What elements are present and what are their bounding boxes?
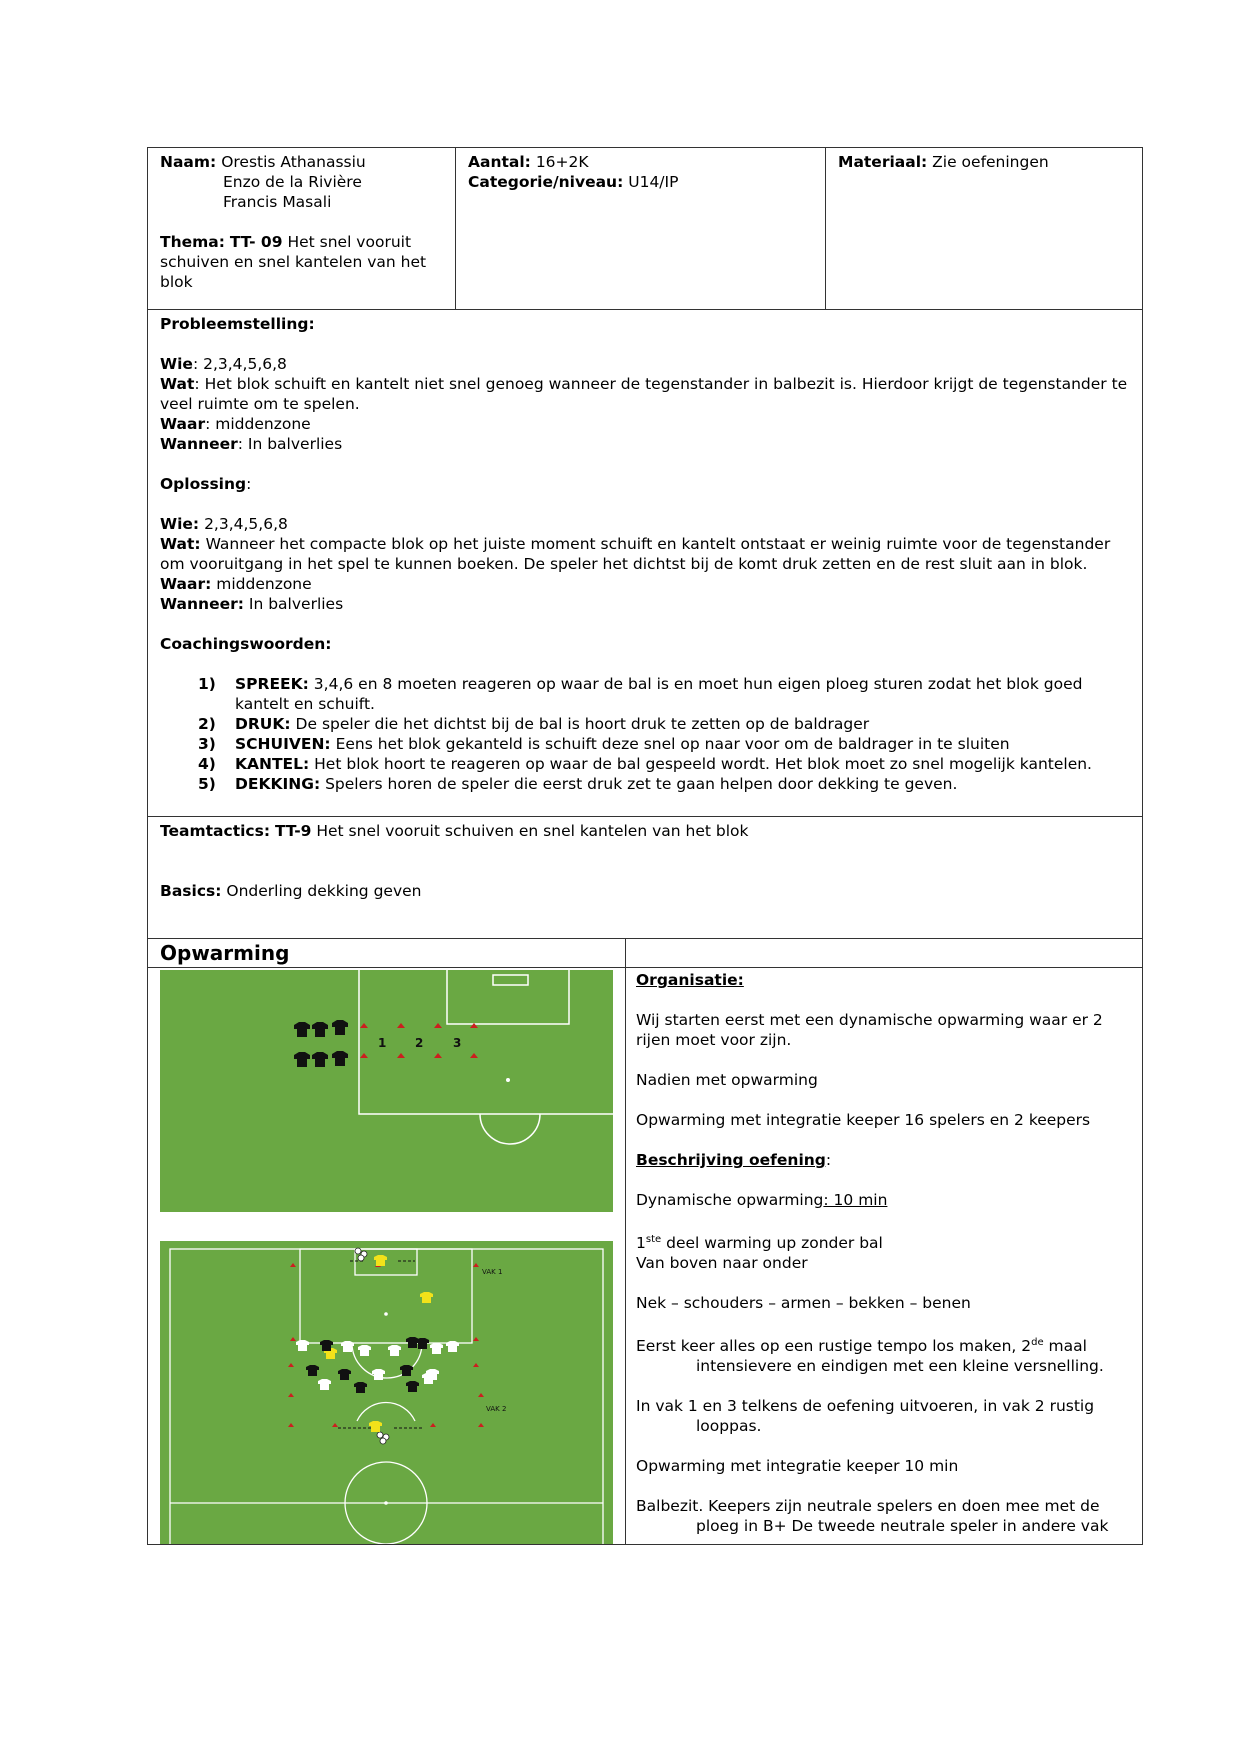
naam-3: Francis Masali bbox=[223, 193, 332, 211]
org-text-1: Wij starten eerst met een dynamische opwarming waar er 2 rijen moet voor zijn. bbox=[636, 1011, 1103, 1049]
probleem-wat: : Het blok schuift en kantelt niet snel genoeg wanneer de tegenstander in balbezit is. Hierdoor krijgt de tegenstander te veel ruimte om te spelen. bbox=[160, 375, 1128, 413]
probleem-title: Probleemstelling: bbox=[160, 315, 315, 333]
naam-label: Naam: bbox=[160, 153, 217, 171]
organisatie-title: Organisatie: bbox=[636, 971, 744, 989]
lane-label-2: 2 bbox=[415, 1036, 424, 1050]
oplossing-wie: 2,3,4,5,6,8 bbox=[204, 515, 288, 533]
coaching-title: Coachingswoorden: bbox=[160, 635, 332, 653]
lane-label-3: 3 bbox=[453, 1036, 462, 1050]
teamtactics-row bbox=[148, 817, 1143, 939]
naam-2: Enzo de la Rivière bbox=[223, 173, 362, 191]
lesson-plan-table bbox=[147, 147, 1143, 1545]
aantal-label: Aantal: bbox=[468, 153, 531, 171]
probleem-wie: : 2,3,4,5,6,8 bbox=[192, 355, 287, 373]
naam-cell bbox=[148, 148, 456, 310]
coaching-item: 4) KANTEL: Het blok hoort te reageren op waar de bal gespeeld wordt. Het blok moet zo snel mogelijk kantelen. bbox=[198, 755, 1092, 773]
ball-icon bbox=[377, 1432, 383, 1438]
penalty-spot bbox=[384, 1312, 388, 1316]
ball-icon bbox=[355, 1248, 361, 1254]
probleem-row bbox=[148, 310, 1143, 817]
coaching-item: 1) SPREEK: 3,4,6 en 8 moeten reageren op waar de bal is en moet hun eigen ploeg sturen zodat het blok goed kantelt en schuift. bbox=[198, 675, 1083, 713]
aantal-value: 16+2K bbox=[535, 153, 589, 171]
boven-text: Van boven naar onder bbox=[636, 1254, 808, 1273]
balbezit-text: Balbezit. Keepers zijn neutrale spelers en doen mee met de ploeg in B+ De tweede neutrale speler in andere vak bbox=[636, 1497, 1109, 1536]
vak-text: In vak 1 en 3 telkens de oefening uitvoeren, in vak 2 rustig looppas. bbox=[636, 1397, 1095, 1436]
ball-icon bbox=[380, 1438, 386, 1444]
categorie-label: Categorie/niveau: bbox=[468, 173, 624, 191]
header-row bbox=[148, 148, 1143, 310]
naam-1: Orestis Athanassiu bbox=[221, 153, 366, 171]
org-text-3: Opwarming met integratie keeper 16 spelers en 2 keepers bbox=[636, 1111, 1091, 1129]
pitch-background bbox=[160, 1241, 613, 1544]
oplossing-waar: middenzone bbox=[216, 575, 312, 593]
diagram-cell bbox=[148, 968, 626, 1545]
coaching-item: 5) DEKKING: Spelers horen de speler die eerst druk zet te gaan helpen door dekking te geven. bbox=[198, 775, 958, 793]
warmup-diagram-2 bbox=[160, 1241, 613, 1544]
dyn-label: Dynamische opwarming bbox=[636, 1191, 824, 1209]
probleem-wanneer: : In balverlies bbox=[237, 435, 343, 453]
document bbox=[147, 147, 1142, 1545]
opwarming-title-cell bbox=[148, 939, 626, 968]
opwarming-title: Opwarming bbox=[160, 941, 290, 965]
dyn-time: : 10 min bbox=[823, 1191, 888, 1209]
basics-text: Onderling dekking geven bbox=[226, 882, 422, 900]
materiaal-value: Zie oefeningen bbox=[932, 153, 1049, 171]
teamtactics-cell: Teamtactics: TT-9 Het snel vooruit schuiven en snel kantelen van het blok Basics: Onderling dekking geven bbox=[148, 817, 1143, 939]
coaching-item: 3) SCHUIVEN: Eens het blok gekanteld is schuift deze snel op naar voor om de baldrager in te sluiten bbox=[198, 735, 1010, 753]
opwarming-header-row bbox=[148, 939, 1143, 968]
categorie-value: U14/IP bbox=[628, 173, 679, 191]
coaching-item: 2) DRUK: De speler die het dichtst bij de bal is hoort druk te zetten op de baldrager bbox=[198, 715, 870, 733]
org-text-2: Nadien met opwarming bbox=[636, 1071, 818, 1089]
lichaam-text: Nek – schouders – armen – bekken – benen bbox=[636, 1294, 971, 1313]
opwarming-content-row bbox=[148, 968, 1143, 1545]
probleem-cell: Probleemstelling: Wie: 2,3,4,5,6,8 Wat: Het blok schuift en kantelt niet snel genoeg wanneer de tegenstander in balbezit is. Hierdoor krijgt de tegenstander te veel ruimte om te spelen. Waar: middenzone Wanneer: In balverlies Oplossing: Wie: 2,3,4,5,6,8 Wat: Wanneer het compacte blok op het juiste moment schuift en kantelt ontstaat er weinig ruimte voor de tegenstander om vooruitgang in het spel te kunnen boeken. De speler het dichtst bij de komt druk zetten en de rest sluit aan in blok. Waar: middenzone Wanneer: In balverlies Coachingswoorden: 1) SPREEK: 3,4,6 en 8 moeten reageren op waar de bal is en moet hun eigen ploeg sturen zodat het blok goed kantelt en schuift. 2) DRUK: De speler die het dichtst bij de bal is hoort druk te zetten op de baldrager 3) SCHUIVEN: Eens het blok gekanteld is schuift deze snel op naar voor om de baldrager in te sluiten 4) KANTEL: Het blok hoort te reageren op waar de bal gespeeld wordt. Het blok moet zo snel mogelijk kantelen. 5) DEKKING: Spelers horen de speler die eerst druk zet te gaan helpen door dekking te geven. bbox=[148, 310, 1143, 817]
ball-icon bbox=[358, 1255, 364, 1261]
materiaal-label: Materiaal: bbox=[838, 153, 928, 171]
vak-2-label: VAK 2 bbox=[486, 1405, 507, 1413]
aantal-cell bbox=[456, 148, 826, 310]
deel-text: deel warming up zonder bal bbox=[661, 1234, 883, 1253]
warmup-diagram-1 bbox=[160, 970, 613, 1212]
opwarming-empty-cell bbox=[626, 939, 1143, 968]
coaching-list bbox=[160, 674, 1130, 794]
keeper-text: Opwarming met integratie keeper 10 min bbox=[636, 1457, 959, 1476]
materiaal-cell bbox=[826, 148, 1143, 310]
thema: Thema: TT- 09 Het snel vooruit schuiven en snel kantelen van het blok bbox=[160, 233, 427, 291]
oplossing-title: Oplossing bbox=[160, 475, 247, 493]
oplossing-wat: Wanneer het compacte blok op het juiste moment schuift en kantelt ontstaat er weinig ruimte voor de tegenstander om vooruitgang in het spel te kunnen boeken. De speler het dichtst bij de komt druk zetten en de rest sluit aan in blok. bbox=[160, 535, 1111, 573]
lane-label-1: 1 bbox=[378, 1036, 387, 1050]
beschrijving-title: Beschrijving oefening bbox=[636, 1151, 826, 1169]
center-spot bbox=[384, 1501, 388, 1505]
vak-1-label: VAK 1 bbox=[482, 1268, 503, 1276]
oplossing-wanneer: In balverlies bbox=[248, 595, 344, 613]
pitch-background bbox=[160, 970, 613, 1212]
penalty-spot bbox=[506, 1078, 510, 1082]
eerst-text: Eerst keer alles op een rustige tempo los maken, 2 bbox=[636, 1337, 1032, 1356]
organisatie-cell: Organisatie: Wij starten eerst met een dynamische opwarming waar er 2 rijen moet voor zijn. Nadien met opwarming Opwarming met integratie keeper 16 spelers en 2 keepers Beschrijving oefening: Dynamische opwarming: 10 min 1ste deel warming up zonder bal Van boven naar onder Nek – schouders – armen – bekken – benen Eerst keer alles op een rustige tempo los maken, 2de maal intensievere en eindigen met een kleine versnelling. In vak 1 en 3 telkens de oefening uitvoeren, in vak 2 rustig looppas. Opwarming met integratie keeper 10 min Balbezit. Keepers zijn neutrale spelers en doen mee met de ploeg in B+ De tweede neutrale speler in andere vak bbox=[626, 968, 1143, 1545]
probleem-waar: : middenzone bbox=[205, 415, 311, 433]
teamtactics-text: Het snel vooruit schuiven en snel kantelen van het blok bbox=[316, 822, 749, 840]
